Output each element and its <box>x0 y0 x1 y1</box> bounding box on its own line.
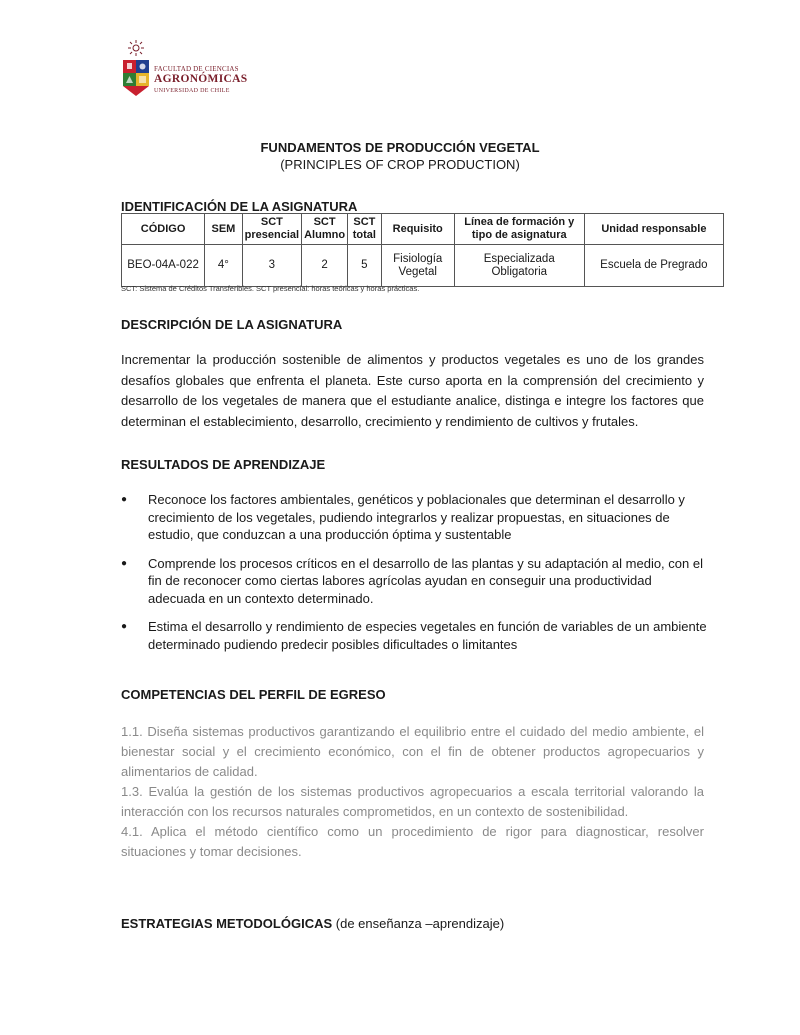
competency-item: 4.1. Aplica el método científico como un procedimiento de rigor para diagnosticar, resolver situaciones y tomar decisiones. <box>121 824 704 859</box>
cell-sct-presencial: 3 <box>242 245 301 287</box>
course-subtitle: (PRINCIPLES OF CROP PRODUCTION) <box>280 157 520 172</box>
table-header-row <box>122 214 724 245</box>
course-title: FUNDAMENTOS DE PRODUCCIÓN VEGETAL <box>260 140 540 155</box>
header-unidad: Unidad responsable <box>584 214 723 245</box>
list-item <box>121 555 711 608</box>
table-footnote: SCT: Sistema de Créditos Transferibles. SCT presencial: horas teóricas y horas prácticas. <box>121 284 420 293</box>
faculty-logo <box>120 38 248 100</box>
header-sct-alumno: SCT Alumno <box>302 214 348 245</box>
logo-line-2: AGRONÓMICAS <box>154 73 248 85</box>
cell-sct-total: 5 <box>348 245 382 287</box>
competency-item: 1.3. Evalúa la gestión de los sistemas productivos agropecuarios a escala territorial valorando la interacción con los recursos naturales comprometidos, en un contexto de sostenibilidad. <box>121 784 704 819</box>
header-sem: SEM <box>205 214 243 245</box>
header-linea: Línea de formación y tipo de asignatura <box>454 214 584 245</box>
cell-requisito: Fisiología Vegetal <box>381 245 454 287</box>
cell-linea: Especializada Obligatoria <box>454 245 584 287</box>
header-codigo: CÓDIGO <box>122 214 205 245</box>
header-sct-presencial: SCT presencial <box>242 214 301 245</box>
list-item <box>121 618 711 653</box>
strategies-heading <box>121 916 504 931</box>
competency-item: 1.1. Diseña sistemas productivos garantizando el equilibrio entre el cuidado del medio ambiente, el bienestar social y el crecimiento económico, con el fin de obtener productos agropecuarios y alimentarios de calidad. <box>121 724 704 779</box>
outcome-text: Reconoce los factores ambientales, genéticos y poblacionales que determinan el desarrollo y crecimiento de los vegetales, pudiendo integrarlos y realizar propuestas, en situaciones de estudio, que conduzcan a una producción óptima y sustentable <box>148 492 685 542</box>
cell-sct-alumno: 2 <box>302 245 348 287</box>
outcome-text: Estima el desarrollo y rendimiento de especies vegetales en función de variables de un ambiente determinado pudiendo predecir posibles dificultades o limitantes <box>148 619 707 652</box>
outcomes-list <box>121 491 711 664</box>
cell-unidad: Escuela de Pregrado <box>584 245 723 287</box>
university-emblem-icon <box>120 38 154 98</box>
table-row <box>122 245 724 287</box>
faculty-name <box>154 66 250 94</box>
description-heading: DESCRIPCIÓN DE LA ASIGNATURA <box>121 317 343 332</box>
header-sct-total: SCT total <box>348 214 382 245</box>
bullet-icon: ● <box>121 557 128 569</box>
identification-heading: IDENTIFICACIÓN DE LA ASIGNATURA <box>121 199 358 214</box>
header-requisito: Requisito <box>381 214 454 245</box>
bullet-icon: ● <box>121 494 128 505</box>
outcome-text: Comprende los procesos críticos en el desarrollo de las plantas y su adaptación al medio, con el fin de reconocer como ciertas labores agrícolas ayudan en conseguir una productividad adecuada en un contexto determinado. <box>148 555 703 606</box>
cell-sem: 4° <box>205 245 243 287</box>
course-identification-table <box>121 213 724 287</box>
logo-line-3: UNIVERSIDAD DE CHILE <box>154 87 230 94</box>
strategies-heading-rest: (de enseñanza –aprendizaje) <box>332 916 505 931</box>
description-text: Incrementar la producción sostenible de alimentos y productos vegetales es uno de los grandes desafíos globales que enfrenta el planeta. Este curso aporta en la comprensión del crecimiento y desarrollo de los vegetales de manera que el estudiante analice, distinga e integre los factores que determinan el establecimiento, desarrollo, crecimiento y rendimiento de cultivos y frutales. <box>121 352 704 429</box>
strategies-heading-bold: ESTRATEGIAS METODOLÓGICAS <box>121 916 333 931</box>
competencies-heading: COMPETENCIAS DEL PERFIL DE EGRESO <box>121 687 386 702</box>
bullet-icon: ● <box>121 621 128 632</box>
outcomes-heading: RESULTADOS DE APRENDIZAJE <box>121 457 326 472</box>
cell-codigo: BEO-04A-022 <box>122 245 205 287</box>
logo-line-1: FACULTAD DE CIENCIAS <box>154 65 239 73</box>
list-item <box>121 491 711 544</box>
